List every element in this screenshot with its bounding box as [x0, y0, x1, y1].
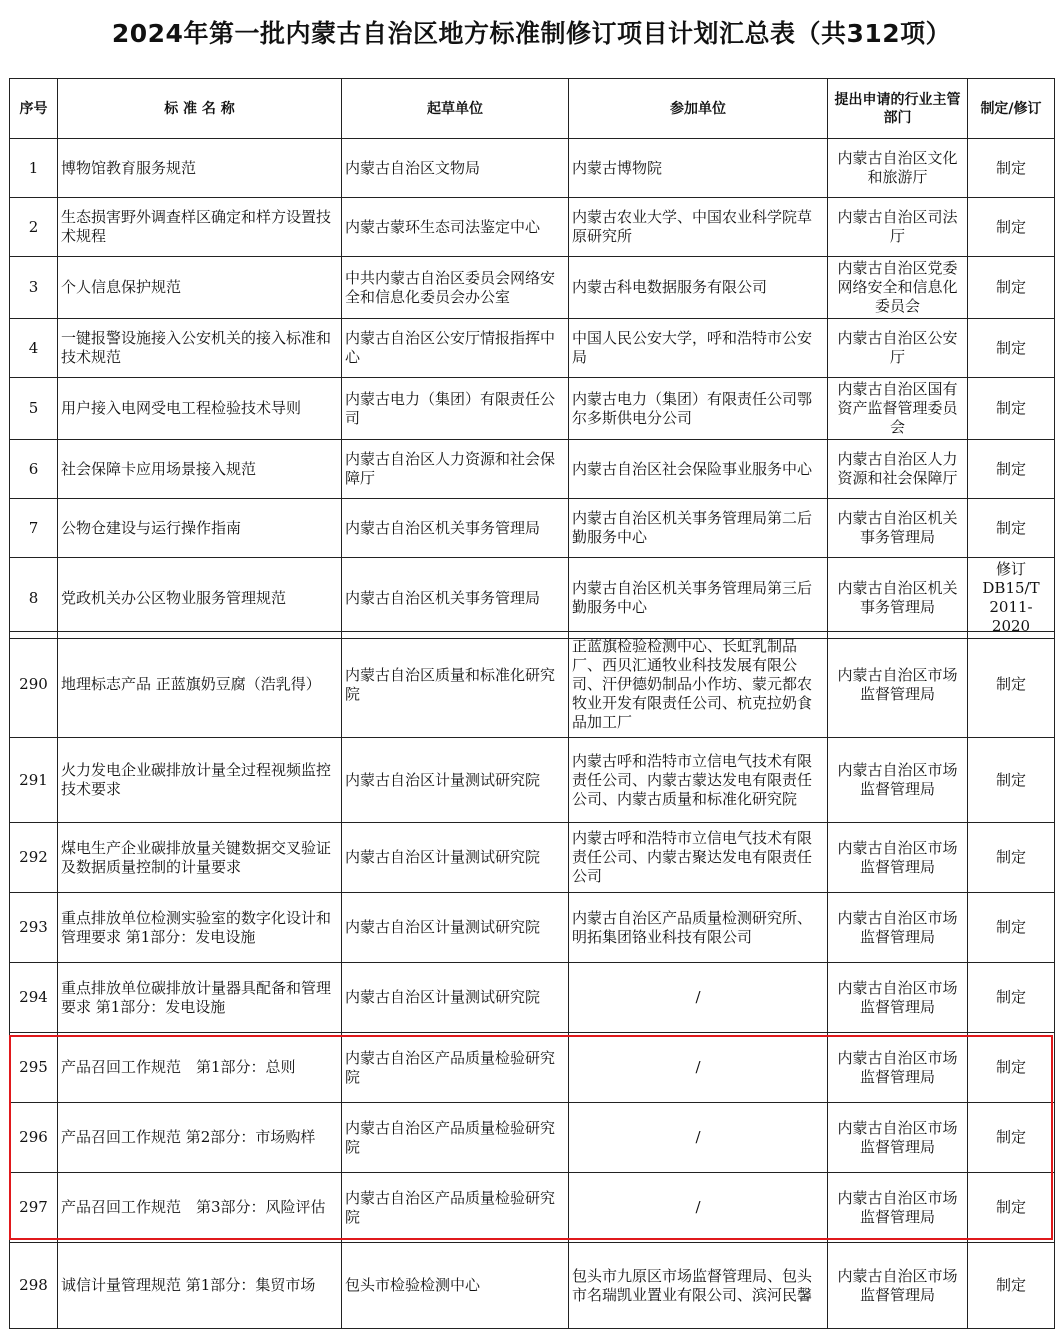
revision-type: 制定: [968, 378, 1055, 440]
revision-type: 制定: [968, 139, 1055, 198]
standard-name: 产品召回工作规范 第2部分：市场购样: [58, 1103, 342, 1173]
header-no: 序号: [10, 79, 58, 139]
drafting-unit: 内蒙古自治区计量测试研究院: [342, 823, 569, 893]
participating-units: /: [569, 1103, 828, 1173]
participating-units: 内蒙古科电数据服务有限公司: [569, 257, 828, 319]
standard-name: 公物仓建设与运行操作指南: [58, 499, 342, 558]
revision-type: 制定: [968, 963, 1055, 1033]
row-number: 297: [10, 1173, 58, 1243]
applying-department: 内蒙古自治区市场监督管理局: [828, 1103, 968, 1173]
drafting-unit: 内蒙古自治区计量测试研究院: [342, 963, 569, 1033]
applying-department: 内蒙古自治区市场监督管理局: [828, 963, 968, 1033]
row-number: 292: [10, 823, 58, 893]
revision-type: 制定: [968, 319, 1055, 378]
standard-name: 煤电生产企业碳排放量关键数据交叉验证及数据质量控制的计量要求: [58, 823, 342, 893]
row-number: 2: [10, 198, 58, 257]
drafting-unit: 内蒙古自治区机关事务管理局: [342, 558, 569, 639]
applying-department: 内蒙古自治区市场监督管理局: [828, 1243, 968, 1329]
applying-department: 内蒙古自治区市场监督管理局: [828, 823, 968, 893]
header-name: 标 准 名 称: [58, 79, 342, 139]
standard-name: 生态损害野外调查样区确定和样方设置技术规程: [58, 198, 342, 257]
participating-units: 正蓝旗检验检测中心、长虹乳制品厂、西贝汇通牧业科技发展有限公司、汗伊德奶制品小作坊、蒙元都农牧业开发有限责任公司、杭克拉奶食品加工厂: [569, 632, 828, 738]
row-number: 1: [10, 139, 58, 198]
header-participants: 参加单位: [569, 79, 828, 139]
table-row: [10, 139, 1055, 198]
standard-name: 党政机关办公区物业服务管理规范: [58, 558, 342, 639]
applying-department: 内蒙古自治区国有资产监督管理委员会: [828, 378, 968, 440]
applying-department: 内蒙古自治区市场监督管理局: [828, 738, 968, 823]
table-row: [10, 893, 1055, 963]
drafting-unit: 内蒙古自治区文物局: [342, 139, 569, 198]
drafting-unit: 内蒙古自治区人力资源和社会保障厅: [342, 440, 569, 499]
applying-department: 内蒙古自治区司法厅: [828, 198, 968, 257]
row-number: 290: [10, 632, 58, 738]
table-row: [10, 558, 1055, 639]
applying-department: 内蒙古自治区市场监督管理局: [828, 893, 968, 963]
table-row: [10, 823, 1055, 893]
applying-department: 内蒙古自治区党委网络安全和信息化委员会: [828, 257, 968, 319]
drafting-unit: 内蒙古电力（集团）有限责任公司: [342, 378, 569, 440]
standard-name: 火力发电企业碳排放计量全过程视频监控技术要求: [58, 738, 342, 823]
participating-units: 内蒙古呼和浩特市立信电气技术有限责任公司、内蒙古聚达发电有限责任公司: [569, 823, 828, 893]
row-number: 8: [10, 558, 58, 639]
drafting-unit: 内蒙古自治区公安厅情报指挥中心: [342, 319, 569, 378]
applying-department: 内蒙古自治区市场监督管理局: [828, 1033, 968, 1103]
drafting-unit: 包头市检验检测中心: [342, 1243, 569, 1329]
revision-type: 制定: [968, 893, 1055, 963]
standard-name: 社会保障卡应用场景接入规范: [58, 440, 342, 499]
participating-units: /: [569, 1173, 828, 1243]
table-row: [10, 1173, 1055, 1243]
row-number: 295: [10, 1033, 58, 1103]
revision-type: 制定: [968, 1033, 1055, 1103]
revision-type: 制定: [968, 440, 1055, 499]
header-dept: 提出申请的行业主管部门: [828, 79, 968, 139]
header-row: [10, 79, 1055, 139]
standard-name: 产品召回工作规范 第3部分：风险评估: [58, 1173, 342, 1243]
standard-name: 博物馆教育服务规范: [58, 139, 342, 198]
header-type: 制定/修订: [968, 79, 1055, 139]
drafting-unit: 内蒙古自治区计量测试研究院: [342, 893, 569, 963]
revision-type: 制定: [968, 1173, 1055, 1243]
applying-department: 内蒙古自治区文化和旅游厅: [828, 139, 968, 198]
revision-type: 修订DB15/T 2011-2020: [968, 558, 1055, 639]
participating-units: 内蒙古电力（集团）有限责任公司鄂尔多斯供电分公司: [569, 378, 828, 440]
table-top: [9, 78, 1055, 639]
drafting-unit: 内蒙古自治区机关事务管理局: [342, 499, 569, 558]
row-number: 294: [10, 963, 58, 1033]
applying-department: 内蒙古自治区市场监督管理局: [828, 1173, 968, 1243]
participating-units: /: [569, 1033, 828, 1103]
drafting-unit: 内蒙古自治区产品质量检验研究院: [342, 1103, 569, 1173]
revision-type: 制定: [968, 632, 1055, 738]
table-row: [10, 963, 1055, 1033]
row-number: 298: [10, 1243, 58, 1329]
table-row: [10, 378, 1055, 440]
revision-type: 制定: [968, 823, 1055, 893]
table-row: [10, 499, 1055, 558]
participating-units: 内蒙古自治区机关事务管理局第二后勤服务中心: [569, 499, 828, 558]
row-number: 7: [10, 499, 58, 558]
applying-department: 内蒙古自治区公安厅: [828, 319, 968, 378]
row-number: 3: [10, 257, 58, 319]
table-row: [10, 440, 1055, 499]
drafting-unit: 内蒙古自治区质量和标准化研究院: [342, 632, 569, 738]
participating-units: 中国人民公安大学，呼和浩特市公安局: [569, 319, 828, 378]
table-row: [10, 1103, 1055, 1173]
applying-department: 内蒙古自治区人力资源和社会保障厅: [828, 440, 968, 499]
participating-units: 内蒙古自治区机关事务管理局第三后勤服务中心: [569, 558, 828, 639]
participating-units: 包头市九原区市场监督管理局、包头市名瑞凯业置业有限公司、滨河民馨: [569, 1243, 828, 1329]
revision-type: 制定: [968, 499, 1055, 558]
table-bottom: [9, 631, 1055, 1329]
header-drafter: 起草单位: [342, 79, 569, 139]
row-number: 293: [10, 893, 58, 963]
drafting-unit: 内蒙古蒙环生态司法鉴定中心: [342, 198, 569, 257]
revision-type: 制定: [968, 1103, 1055, 1173]
participating-units: 内蒙古博物院: [569, 139, 828, 198]
revision-type: 制定: [968, 738, 1055, 823]
standard-name: 诚信计量管理规范 第1部分：集贸市场: [58, 1243, 342, 1329]
row-number: 6: [10, 440, 58, 499]
standard-name: 产品召回工作规范 第1部分：总则: [58, 1033, 342, 1103]
standard-name: 用户接入电网受电工程检验技术导则: [58, 378, 342, 440]
page-title: 2024年第一批内蒙古自治区地方标准制修订项目计划汇总表（共312项）: [111, 19, 952, 48]
applying-department: 内蒙古自治区机关事务管理局: [828, 499, 968, 558]
standard-name: 重点排放单位碳排放计量器具配备和管理 要求 第1部分：发电设施: [58, 963, 342, 1033]
participating-units: 内蒙古呼和浩特市立信电气技术有限责任公司、内蒙古蒙达发电有限责任公司、内蒙古质量和标准化研究院: [569, 738, 828, 823]
drafting-unit: 内蒙古自治区产品质量检验研究院: [342, 1033, 569, 1103]
row-number: 296: [10, 1103, 58, 1173]
table-row: [10, 1243, 1055, 1329]
participating-units: 内蒙古农业大学、中国农业科学院草原研究所: [569, 198, 828, 257]
table-row: [10, 632, 1055, 738]
participating-units: 内蒙古自治区社会保险事业服务中心: [569, 440, 828, 499]
table-row: [10, 198, 1055, 257]
row-number: 4: [10, 319, 58, 378]
table-row: [10, 1033, 1055, 1103]
standard-name: 个人信息保护规范: [58, 257, 342, 319]
table-row: [10, 319, 1055, 378]
table-row: [10, 738, 1055, 823]
standard-name: 一键报警设施接入公安机关的接入标准和技术规范: [58, 319, 342, 378]
revision-type: 制定: [968, 198, 1055, 257]
row-number: 291: [10, 738, 58, 823]
drafting-unit: 中共内蒙古自治区委员会网络安全和信息化委员会办公室: [342, 257, 569, 319]
revision-type: 制定: [968, 257, 1055, 319]
standard-name: 地理标志产品 正蓝旗奶豆腐（浩乳得）: [58, 632, 342, 738]
row-number: 5: [10, 378, 58, 440]
participating-units: 内蒙古自治区产品质量检测研究所、明拓集团铬业科技有限公司: [569, 893, 828, 963]
revision-type: 制定: [968, 1243, 1055, 1329]
drafting-unit: 内蒙古自治区产品质量检验研究院: [342, 1173, 569, 1243]
drafting-unit: 内蒙古自治区计量测试研究院: [342, 738, 569, 823]
applying-department: 内蒙古自治区机关事务管理局: [828, 558, 968, 639]
table-row: [10, 257, 1055, 319]
applying-department: 内蒙古自治区市场监督管理局: [828, 632, 968, 738]
standard-name: 重点排放单位检测实验室的数字化设计和管理要求 第1部分：发电设施: [58, 893, 342, 963]
participating-units: /: [569, 963, 828, 1033]
